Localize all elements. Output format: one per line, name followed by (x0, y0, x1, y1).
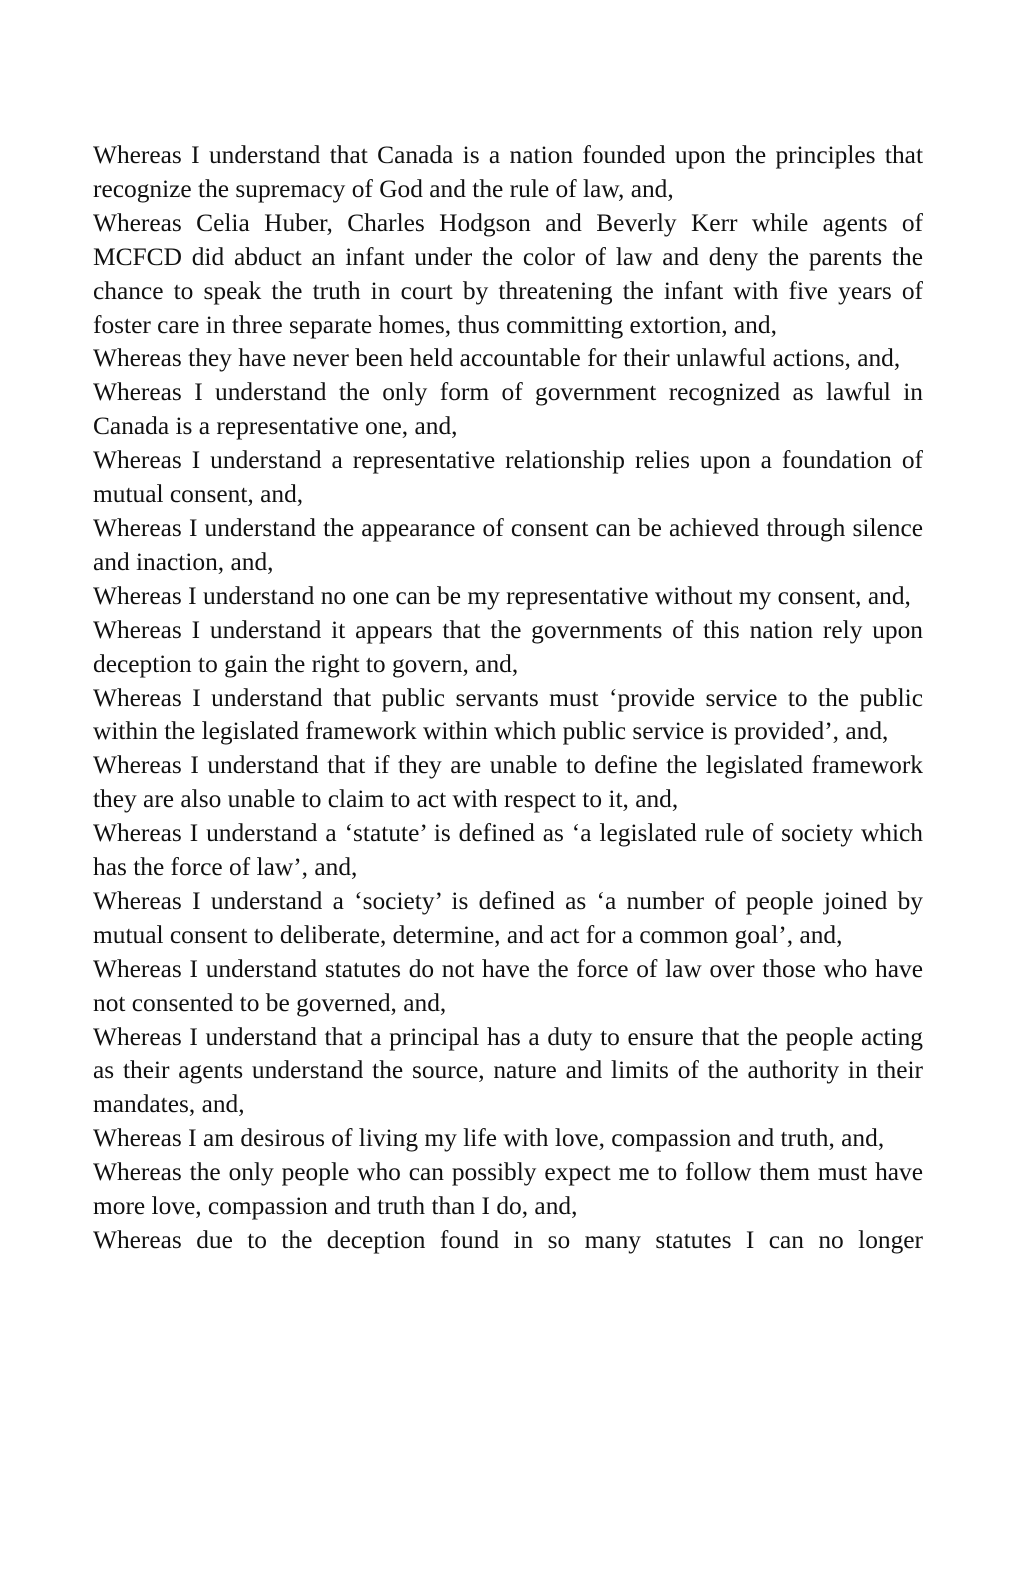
paragraph-12: Whereas I understand a ‘society’ is defined as ‘a number of people joined by mutual consent to deliberate, determine, and act for a common goal’, and, (93, 886, 923, 949)
paragraph-6: Whereas I understand the appearance of consent can be achieved through silence and inaction, and, (93, 513, 923, 576)
paragraph-2: Whereas Celia Huber, Charles Hodgson and Beverly Kerr while agents of MCFCD did abduct an infant under the color of law and deny the parents the chance to speak the truth in court by threatening the infant with five years of foster care in three separate homes, thus committing extortion, and, (93, 208, 923, 339)
paragraph-3: Whereas they have never been held accountable for their unlawful actions, and, (93, 344, 901, 373)
paragraph-1: Whereas I understand that Canada is a nation founded upon the principles that recognize the supremacy of God and the rule of law, and, (93, 141, 923, 203)
paragraph-13: Whereas I understand statutes do not have the force of law over those who have not consented to be governed, and, (93, 954, 923, 1017)
paragraph-11: Whereas I understand a ‘statute’ is defined as ‘a legislated rule of society which has the force of law’, and, (93, 819, 923, 882)
paragraph-5: Whereas I understand a representative relationship relies upon a foundation of mutual consent, and, (93, 446, 923, 509)
paragraph-4: Whereas I understand the only form of government recognized as lawful in Canada is a representative one, and, (93, 378, 923, 441)
paragraph-17: Whereas due to the deception found in so many statutes I can no longer (93, 1226, 923, 1254)
paragraph-16: Whereas the only people who can possibly expect me to follow them must have more love, compassion and truth than I do, and, (93, 1158, 923, 1221)
paragraph-14: Whereas I understand that a principal has a duty to ensure that the people acting as their agents understand the source, nature and limits of the authority in their mandates, and, (93, 1022, 923, 1119)
document-body (93, 139, 923, 1258)
paragraph-7: Whereas I understand no one can be my representative without my consent, and, (93, 581, 911, 610)
paragraph-9: Whereas I understand that public servants must ‘provide service to the public within the legislated framework within which public service is provided’, and, (93, 683, 923, 746)
paragraph-15: Whereas I am desirous of living my life with love, compassion and truth, and, (93, 1124, 885, 1153)
paragraph-10: Whereas I understand that if they are unable to define the legislated framework they are also unable to claim to act with respect to it, and, (93, 751, 923, 814)
paragraph-8: Whereas I understand it appears that the governments of this nation rely upon deception to gain the right to govern, and, (93, 615, 923, 678)
